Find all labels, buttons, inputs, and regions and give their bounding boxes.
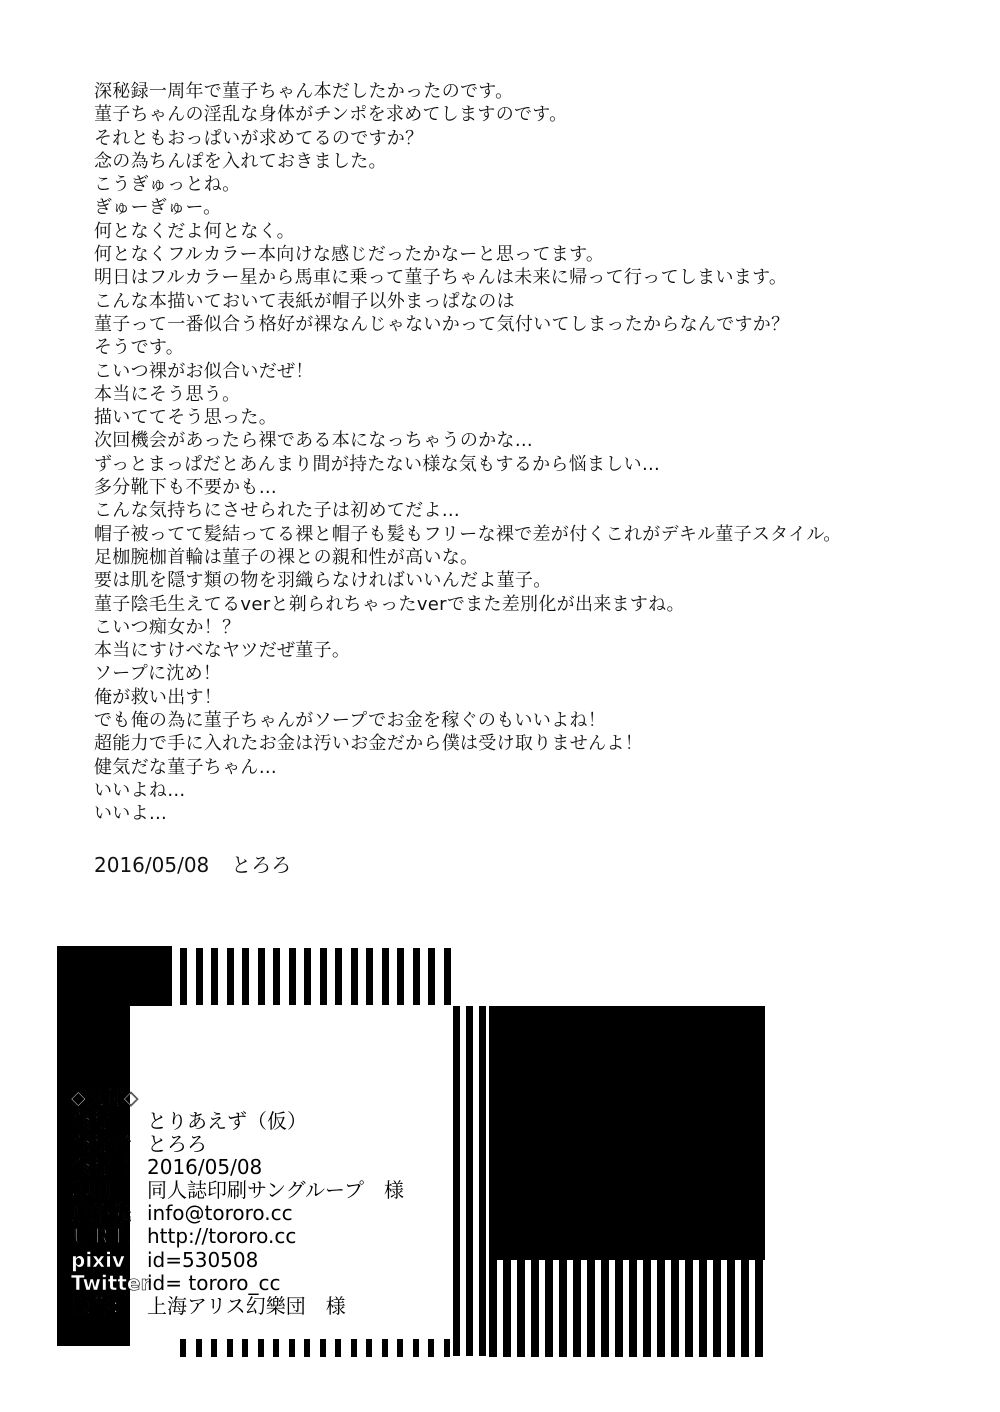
frame-stripe (335, 948, 342, 1005)
frame-stripe (685, 1260, 693, 1357)
colophon-label: Twitter (71, 1270, 151, 1295)
afterword-line: ソープに沈め！ (94, 663, 222, 685)
frame-stripe (320, 1339, 326, 1357)
frame-stripe (587, 1260, 595, 1357)
afterword-line: 描いててそう思った。 (94, 407, 277, 429)
colophon-row-printer (71, 1179, 404, 1202)
frame-stripe (444, 1339, 450, 1357)
frame-stripe (211, 948, 218, 1005)
afterword-line: 何となくフルカラー本向けな感じだったかなーと思ってます。 (94, 244, 605, 266)
frame-stripe (242, 1339, 248, 1357)
afterword-line: 菫子って一番似合う格好が裸なんじゃないかって気付いてしまったからなんですか？ (94, 313, 790, 335)
colophon-label: 発行 (71, 1109, 111, 1133)
colophon-label: 発行日 (71, 1155, 131, 1180)
afterword-line: 超能力で手に入れたお金は汚いお金だから僕は受け取りませんよ！ (94, 733, 643, 755)
frame-stripe (444, 948, 451, 1005)
colophon-value: 2016/05/08 (147, 1155, 263, 1180)
frame-top-corner (57, 946, 172, 1006)
colophon-row-url (71, 1225, 404, 1248)
colophon-value: id= tororo_cc (147, 1270, 281, 1295)
colophon-label: 印刷 (71, 1178, 111, 1203)
afterword-line: そうです。 (94, 337, 185, 359)
frame-stripe (366, 1339, 372, 1357)
colophon-value: 同人誌印刷サングループ 様 (147, 1178, 404, 1203)
colophon-label: 原作： (71, 1293, 131, 1318)
frame-stripe (755, 1260, 763, 1357)
frame-stripe (466, 1006, 473, 1356)
colophon-row-pixiv (71, 1249, 404, 1272)
frame-stripe (453, 1006, 460, 1356)
frame-stripe (289, 1339, 295, 1357)
afterword-line: 健気だな菫子ちゃん… (94, 756, 277, 778)
frame-stripe (351, 948, 358, 1005)
frame-stripe (304, 948, 311, 1005)
colophon-row-publisher (71, 1110, 404, 1133)
colophon-value: とりあえず（仮） (147, 1109, 307, 1133)
frame-stripe (180, 1339, 186, 1357)
afterword-line: それともおっぱいが求めてるのですか？ (94, 127, 424, 149)
afterword-line: 何となくだよ何となく。 (94, 220, 295, 242)
afterword-line: 次回機会があったら裸である本になっちゃうのかな… (94, 430, 534, 452)
frame-stripe (335, 1339, 341, 1357)
frame-stripe (643, 1260, 651, 1357)
frame-stripe (699, 1260, 707, 1357)
afterword-line: でも俺の為に菫子ちゃんがソープでお金を稼ぐのもいいよね！ (94, 710, 607, 732)
afterword-line: 明日はフルカラー星から馬車に乗って菫子ちゃんは未来に帰って行ってしまいます。 (94, 267, 788, 289)
frame-stripe (713, 1260, 721, 1357)
frame-stripe (227, 948, 234, 1005)
colophon-value: とろろ (147, 1132, 207, 1157)
afterword-text (94, 80, 842, 826)
frame-stripe (258, 1339, 264, 1357)
afterword-line: 念の為ちんぽを入れておきました。 (94, 150, 387, 172)
frame-stripe (273, 1339, 279, 1357)
afterword-line: いいよ… (94, 803, 168, 825)
frame-stripe (657, 1260, 665, 1357)
frame-stripe (397, 948, 404, 1005)
colophon-label: ＵＲＬ (71, 1224, 131, 1249)
afterword-line: ぎゅーぎゅー。 (94, 197, 222, 219)
afterword-line: こんな本描いておいて表紙が帽子以外まっぱなのは (94, 290, 515, 312)
frame-stripe (727, 1260, 735, 1357)
frame-stripe (545, 1260, 553, 1357)
frame-stripe (227, 1339, 233, 1357)
afterword-line: 帽子被ってて髪結ってる裸と帽子も髪もフリーな裸で差が付くこれがデキル菫子スタイル。 (94, 523, 842, 545)
colophon-value: info@tororo.cc (147, 1201, 293, 1226)
colophon-value: 上海アリス幻樂団 様 (147, 1293, 346, 1318)
frame-stripe (573, 1260, 581, 1357)
frame-stripe (320, 948, 327, 1005)
afterword-line: いいよね… (94, 779, 186, 801)
frame-stripe (196, 1339, 202, 1357)
frame-stripe (180, 948, 187, 1005)
frame-stripe (601, 1260, 609, 1357)
frame-stripe (258, 948, 265, 1005)
frame-stripe (517, 1260, 525, 1357)
colophon-value: http://tororo.cc (147, 1224, 297, 1249)
frame-stripe (196, 948, 203, 1005)
signature-author: とろろ (231, 853, 292, 877)
afterword-line: 俺が救い出す！ (94, 686, 223, 708)
frame-stripe (629, 1260, 637, 1357)
afterword-line: 要は肌を隠す類の物を羽織らなければいいんだよ菫子。 (94, 570, 552, 592)
frame-stripe (531, 1260, 539, 1357)
signature-date: 2016/05/08 (94, 853, 210, 877)
afterword-line: 足枷腕枷首輪は菫子の裸との親和性が高いな。 (94, 546, 479, 568)
afterword-line: 菫子陰毛生えてるverと剃られちゃったverでまた差別化が出来ますね。 (94, 593, 685, 615)
frame-stripe (559, 1260, 567, 1357)
colophon-row-twitter (71, 1272, 404, 1295)
afterword-line: こうぎゅっとね。 (94, 174, 241, 196)
afterword-line: 多分靴下も不要かも… (94, 477, 277, 499)
frame-black-box (489, 1006, 765, 1260)
colophon-row-author (71, 1133, 404, 1156)
frame-stripe (366, 948, 373, 1005)
afterword-line: こいつ裸がお似合いだぜ！ (94, 360, 314, 382)
frame-stripe (615, 1260, 623, 1357)
frame-stripe (428, 1339, 434, 1357)
frame-stripe (211, 1339, 217, 1357)
colophon-row-date (71, 1156, 404, 1179)
afterword-line: 深秘録一周年で菫子ちゃん本だしたかったのです。 (94, 81, 514, 102)
colophon-row-original (71, 1295, 404, 1318)
frame-stripe (397, 1339, 403, 1357)
frame-stripe (503, 1260, 511, 1357)
frame-stripe (479, 1006, 486, 1356)
frame-stripe (242, 948, 249, 1005)
frame-stripe (382, 948, 389, 1005)
colophon-value: id=530508 (147, 1247, 259, 1272)
frame-stripe (382, 1339, 388, 1357)
colophon-label: 発行者 (71, 1132, 131, 1157)
afterword-signature (94, 849, 313, 878)
frame-stripe (489, 1260, 497, 1357)
colophon-row-contact (71, 1202, 404, 1225)
afterword-line: 菫子ちゃんの淫乱な身体がチンポを求めてしますのです。 (94, 104, 568, 126)
afterword-line: ずっとまっぱだとあんまり間が持たない様な気もするから悩ましい… (94, 453, 661, 475)
frame-stripe (304, 1339, 310, 1357)
frame-stripe (671, 1260, 679, 1357)
frame-stripe (351, 1339, 357, 1357)
colophon (71, 1087, 404, 1318)
afterword-line: 本当にすけべなヤツだぜ菫子。 (94, 640, 351, 662)
frame-stripe (428, 948, 435, 1005)
frame-stripe (273, 948, 280, 1005)
colophon-title: ◇奥付◇ (71, 1087, 139, 1109)
colophon-label: 連絡先 (71, 1201, 131, 1226)
afterword-line: こいつ痴女か！？ (94, 616, 241, 638)
colophon-label: pixiv (71, 1247, 125, 1272)
afterword-line: 本当にそう思う。 (94, 383, 241, 405)
afterword-line: こんな気持ちにさせられた子は初めてだよ… (94, 500, 460, 522)
frame-stripe (413, 948, 420, 1005)
frame-stripe (741, 1260, 749, 1357)
frame-stripe (289, 948, 296, 1005)
frame-stripe (413, 1339, 419, 1357)
